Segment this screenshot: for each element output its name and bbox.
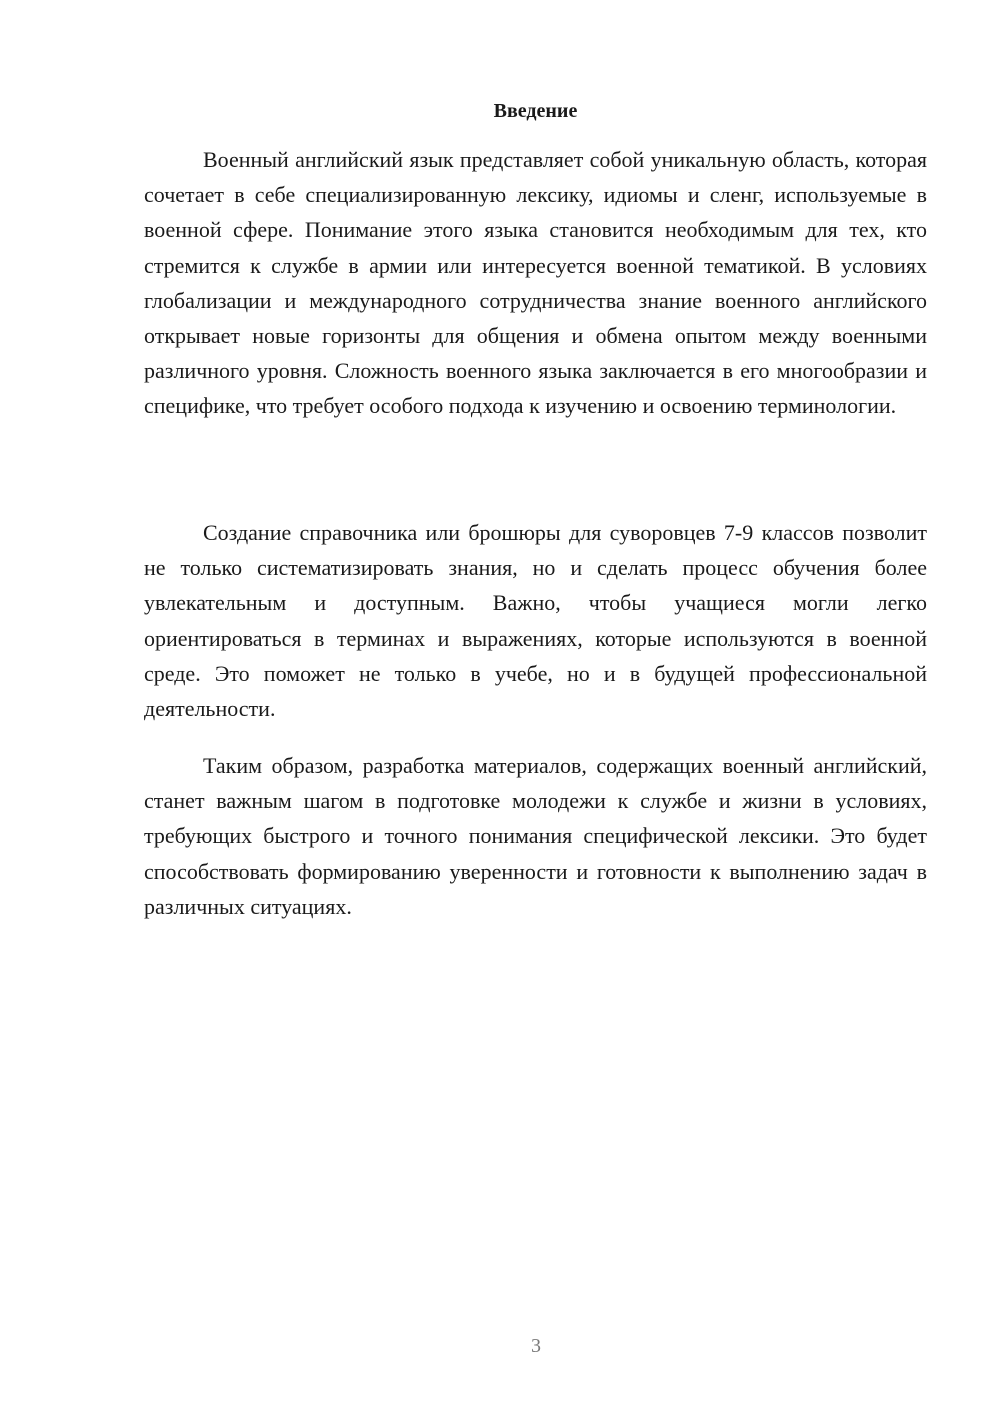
paragraph-handbook: Создание справочника или брошюры для суворовцев 7-9 классов позволит не только систематизировать знания, но и сделать процесс обучения более увлекательным и доступным. Важно, чтобы учащиеся могли легко ориентироваться в терминах и выражениях, которые используются в военной среде. Это поможет не только в учебе, но и в будущей профессиональной деятельности. (144, 520, 927, 722)
paragraph-intro: Военный английский язык представляет собой уникальную область, которая сочетает в себе специализированную лексику, идиомы и сленг, используемые в военной сфере. Понимание этого языка становится необходимым для тех, кто стремится к службе в армии или интересуется военной тематикой. В условиях глобализации и международного сотрудничества знание военного английского открывает новые горизонты для общения и обмена опытом между военными различного уровня. Сложность военного языка заключается в его многообразии и специфике, что требует особого подхода к изучению и освоению терминологии. (144, 147, 927, 419)
paragraph-conclusion: Таким образом, разработка материалов, содержащих военный английский, станет важным шагом в подготовке молодежи к службе и жизни в условиях, требующих быстрого и точного понимания специфической лексики. Это будет способствовать формированию уверенности и готовности к выполнению задач в различных ситуациях. (144, 753, 927, 919)
page-number: 3 (531, 1335, 541, 1357)
section-title: Введение (493, 100, 578, 122)
